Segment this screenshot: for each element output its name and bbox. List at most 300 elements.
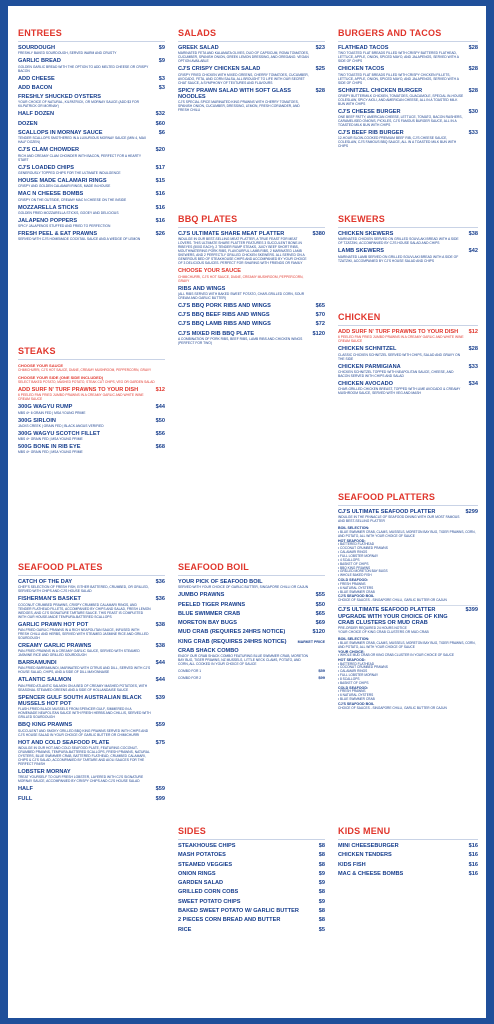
- menu-item-name: FLATHEAD TACOS: [338, 45, 389, 51]
- menu-item-name: CATCH OF THE DAY: [18, 579, 73, 585]
- menu-item-name: SOURDOUGH: [18, 45, 55, 51]
- menu-item-desc: TREAT YOURSELF TO OUR FRESH LOBSTER, LAYERED WITH CJ'S SIGNATURE MORNAY SAUCE, ACCOMPANIED BY CRISPY CHIPS AND CJ'S HOUSE SALAD: [18, 775, 144, 784]
- menu-item: [178, 629, 325, 635]
- skewers-title: SKEWERS: [338, 214, 385, 224]
- menu-item: [18, 579, 165, 593]
- crab-shack-combo-name: CRAB SHACK COMBO: [178, 648, 239, 655]
- menu-item: [338, 66, 478, 84]
- menu-item: [178, 871, 325, 877]
- menu-item-price: $32: [155, 111, 165, 118]
- platter-list-item: • BATTERED FLATHEAD: [338, 661, 375, 666]
- menu-item-desc: 6 PEELED PAN FRIED JUMBO PRAWNS IN A CREAMY GARLIC AND WHITE WINE CREAM SAUCE: [18, 393, 144, 402]
- crab-shack-combo: [178, 648, 325, 666]
- menu-item-price: $42: [468, 248, 478, 255]
- menu-item-name: CHICKEN SCHNITZEL: [338, 346, 397, 353]
- platter-list-item: • 8 SCALLOPS: [338, 677, 360, 682]
- menu-item-desc: CRISPY AND GOLDEN CALAMARI RINGS, MADE IN-HOUSE: [18, 184, 111, 189]
- platter-list-item: • BASKET OF CHIPS: [338, 681, 369, 686]
- menu-item-name: CHICKEN TENDERS: [338, 852, 392, 859]
- menu-item: [338, 852, 478, 858]
- seafood-plates-section: [18, 562, 165, 805]
- platter-list-item: • GRILLED MORETON BAY BUGS: [338, 569, 388, 574]
- menu-item: [178, 303, 325, 309]
- menu-item: [18, 387, 165, 401]
- menu-item: [18, 796, 165, 802]
- menu-item: [338, 45, 478, 63]
- menu-item-name: SCHNITZEL CHICKEN BURGER: [338, 87, 423, 94]
- platter-list-item: • WHOLE MUD CRAB OR KING CRAB CLUSTER IN YOUR CHOICE OF SAUCE: [338, 653, 454, 658]
- platter-list-item: • BLUE SWIMMER CRAB: [338, 589, 375, 594]
- menu-item-price: $50: [315, 601, 325, 608]
- menu-item-desc: TWO TOASTED FLAT BREADS FILLED WITH CRISPY CHICKEN FILLETS, LETTUCE, APPLE, ONION, SPICED MAYO, AND JALAPENOS, SERVED WITH A SIDE OF CHIPS: [338, 72, 459, 85]
- menu-item-name: RIBS AND WINGS: [178, 285, 226, 292]
- platter-1-desc: INDULGE IN THE PINNACLE OF SEAFOOD DINING WITH OUR MOST FAMOUS AND BEST-SELLING PLATTER: [338, 515, 460, 524]
- menu-item-price: $120: [312, 629, 325, 636]
- menu-item-price: $15: [155, 177, 165, 184]
- menu-item: [338, 862, 478, 868]
- menu-item-name: MUD CRAB (REQUIRES 24HRS NOTICE): [178, 629, 286, 636]
- menu-item-price: $33: [468, 130, 478, 137]
- p2-hot-label: HOT SEAFOOD:: [338, 658, 366, 662]
- menu-item-name: MAC N CHEESE BOMBS: [18, 191, 84, 198]
- menu-item-price: $28: [468, 346, 478, 353]
- menu-item-name: HALF DOZEN: [18, 111, 55, 118]
- menu-item: [338, 364, 478, 378]
- sides-list: [178, 839, 325, 933]
- menu-item-name: ATLANTIC SALMON: [18, 677, 72, 684]
- menu-item-price: $3: [158, 84, 165, 91]
- platters-box: [338, 505, 478, 711]
- platter-list-item: • 6 NATURAL OYSTERS: [338, 585, 374, 590]
- menu-item-price: $68: [155, 444, 165, 451]
- menu-item-desc: GOLDEN FRIED MOZZARELLA STICKS, GOOEY AND DELICIOUS: [18, 210, 119, 215]
- menu-item-desc: GENEROUSLY TOPPED CHIPS FOR THE ULTIMATE INDULGENCE: [18, 170, 121, 175]
- platter-list-item: • WHOLE BAKED FISH: [338, 573, 372, 578]
- p2-boil-label: BOIL SELECTION:: [338, 637, 370, 642]
- menu-item-desc: CHAR-GRILLED CHICKEN BREAST, TOPPED WITH LIME AVOCADO & CREAMY MUSHROOM SAUCE, SERVED WITH VEG AND MASH: [338, 387, 461, 396]
- menu-item-price: $28: [468, 87, 478, 94]
- entrees-section: [18, 28, 165, 244]
- menu-item: [18, 622, 165, 640]
- menu-item-desc: PAN-FRIED ATLANTIC SALMON ON A BED OF CREAMY MASHED POTATOES, WITH SEASONAL STEAMED GREENS AND A SIDE OF HOLLANDAISE SAUCE: [18, 683, 148, 692]
- menu-item-desc: CRISPY BUTTERMILK CHICKEN, TOMATOES, GUACAMOLE, SPECIAL IN-HOUSE COLESLAW, SPICY AIOLI, AND AMERICAN CHEESE, ALL IN A TOASTED MILK BUN WITH CHIPS: [338, 93, 464, 106]
- sides-section: [178, 826, 325, 936]
- platter-list-item: • CALAMARI RINGS: [338, 669, 368, 674]
- menu-item-price: $30: [468, 108, 478, 115]
- platter-2-price: $399: [465, 607, 478, 614]
- p2-your-label: YOUR CHOICE:: [338, 649, 365, 654]
- menu-item-price: $380: [312, 231, 325, 237]
- p1-boil-label: BOIL SELECTION:: [338, 526, 370, 531]
- menu-item: [338, 130, 478, 148]
- platter-list-item: • FRESH PRAWNS: [338, 689, 366, 694]
- menu-item-price: $39: [155, 694, 165, 701]
- menu-item-price: $28: [468, 45, 478, 51]
- menu-item-name: ADD BACON: [18, 84, 53, 91]
- menu-item: [178, 889, 325, 895]
- platter-list-item: • BBQ KING PRAWNS: [338, 565, 371, 570]
- combo-for-2-label: COMBO FOR 2: [178, 676, 202, 681]
- menu-item-name: KIDS FISH: [338, 861, 366, 868]
- menu-item: [18, 231, 165, 241]
- kids-title: KIDS MENU: [338, 826, 391, 836]
- menu-item-name: GREEK SALAD: [178, 45, 219, 51]
- steaks-box: [18, 359, 165, 454]
- seafood-plates-title: SEAFOOD PLATES: [18, 562, 103, 572]
- menu-item-name: GARLIC PRAWN HOT POT: [18, 621, 89, 628]
- menu-item-desc: 12-HOUR SLOW-COOKED PREMIUM BEEF RIB, CJ'S CHEESE SAUCE, COLESLAW, CJ'S FAMOUS BBQ SAUCE, ALL IN A TOASTED MILK BUN WITH CHIPS: [338, 136, 457, 149]
- menu-item: [18, 722, 165, 736]
- menu-item-name: KING CRAB (REQUIRES 24HRS NOTICE): [178, 638, 287, 645]
- menu-item-desc: CHICKEN SCHNITZEL TOPPED WITH NEAPOLITAN SAUCE, CHEESE, AND BACON SERVED WITH CHIPS AND SALAD: [338, 369, 454, 378]
- menu-item-name: CHOOSE YOUR SAUCE: [178, 268, 241, 275]
- seafood-boil-head-label: YOUR PICK OF SEAFOOD BOIL: [178, 579, 263, 585]
- menu-item: [178, 899, 325, 905]
- menu-item-desc: TENDER SCALLOPS SMOTHERED IN A LUXURIOUS MORNAY SAUCE (MIN 4, MAX HALF DOZEN): [18, 136, 147, 145]
- menu-item-name: RICE: [178, 926, 192, 933]
- sides-title: SIDES: [178, 826, 207, 836]
- menu-item: [18, 130, 165, 144]
- kids-list: [338, 839, 478, 877]
- menu-item: [178, 231, 325, 265]
- menu-item-name: SWEET POTATO CHIPS: [178, 898, 241, 905]
- menu-item-price: $28: [315, 87, 325, 94]
- menu-item-price: $36: [155, 579, 165, 585]
- menu-item-desc: CRISPY ON THE OUTSIDE, CREAMY MAC N CHEESE ON THE INSIDE: [18, 197, 127, 202]
- menu-item-name: MINI CHEESEBURGER: [338, 843, 399, 849]
- menu-item-desc: FLASH-FRIED BLACK MUSSELS FROM SPENCER GULF, SIMMERED IN A HOMEMADE NEAPOLITAN SAUCE WITH FRESH HERBS AND CHILLIS, SERVED WITH GRILLED SOURDOUGH: [18, 707, 151, 720]
- menu-item-price: $8: [318, 843, 325, 849]
- menu-item-name: MASH POTATOES: [178, 852, 226, 859]
- menu-item-name: CJ'S BBQ BEEF RIBS AND WINGS: [178, 312, 270, 319]
- menu-item-price: $25: [315, 66, 325, 73]
- menu-item-desc: A COMBINATION OF PORK RIBS, BEEF RIBS, LAMB RIBS AND CHICKEN WINGS (PERFECT FOR TWO): [178, 337, 303, 346]
- menu-item-name: MOZZARELLA STICKS: [18, 204, 79, 211]
- seafood-boil-section: [178, 562, 325, 683]
- menu-item: [338, 88, 478, 106]
- menu-item-price: $8: [318, 852, 325, 859]
- bbq-section: [178, 214, 325, 348]
- menu-item-name: ADD SURF N' TURF PRAWNS TO YOUR DISH: [18, 387, 139, 393]
- menu-item-name: CJ'S LOADED CHIPS: [18, 164, 75, 171]
- menu-item: [178, 843, 325, 849]
- menu-item: [18, 596, 165, 618]
- combo-for-1: [178, 669, 325, 673]
- menu-item-name: CHICKEN SKEWERS: [338, 231, 394, 237]
- menu-item-name: SPICY PRAWN SALAD WITH SOFT GLASS NOODLES: [178, 87, 292, 100]
- salads-title: SALADS: [178, 28, 217, 38]
- seafood-boil-head-desc: SERVED WITH YOUR CHOICE OF GARLIC BUTTER, SINGAPORE CHILLI OR CAJUN: [178, 585, 309, 590]
- menu-item-desc: YOUR CHOICE OF NATURAL, KILPATRICK, OR MORNAY SAUCE (ADD $3 FOR KILPATRICK OR MORNAY): [18, 100, 139, 109]
- menu-item-price: $9: [318, 880, 325, 887]
- p1-boil-list: [338, 531, 478, 539]
- menu-item: [178, 639, 325, 645]
- menu-item-name: LAMB SKEWERS: [338, 248, 384, 255]
- menu-item: [18, 58, 165, 72]
- menu-item: [18, 431, 165, 441]
- menu-item-name: JALAPENO POPPERS: [18, 217, 78, 224]
- menu-item-desc: GOLDEN GARLIC BREAD WITH THE OPTION TO ADD MELTED CHEESE OR CRISPY BACON: [18, 64, 149, 73]
- p2-boil2-label: CJ'S SEAFOOD BOIL: [338, 702, 375, 707]
- menu-item-price: $44: [155, 404, 165, 411]
- p1-boil2-desc: CHOICE OF SAUCES - SINGAPORE CHILLI, GARLIC BUTTER OR CAJUN: [338, 597, 447, 602]
- menu-item: [18, 769, 165, 783]
- menu-item: [18, 165, 165, 175]
- menu-item: [18, 178, 165, 188]
- platter-list-item: • COCONUT CRUMBED PRAWNS: [338, 546, 388, 551]
- menu-item-name: FRESHLY SHUCKED OYSTERS: [18, 94, 101, 101]
- combo-for-1-price: $59: [318, 668, 325, 674]
- menu-item-name: BAKED SWEET POTATO W/ GARLIC BUTTER: [178, 908, 299, 915]
- menu-item: [18, 740, 165, 766]
- menu-item-name: JUMBO PRAWNS: [178, 592, 225, 599]
- menu-item: [338, 231, 478, 245]
- seafood-boil-title: SEAFOOD BOIL: [178, 562, 249, 572]
- menu-item-desc: COCONUT CRUMBED PRAWNS, CRISPY CRUMBED CALAMARI RINGS, AND TENDER FLATHEAD FILLETS, ACCOMPANIED BY CHIPS AND SALAD, FRESH LEMON WEDGES, AND CJ'S SIGNATURE TARTARE SAUCE. THIS FEAST IS COMPLETED WITH OUR HOUSE-MADE TEMPURA-BATTERED SCALLOPS: [18, 602, 151, 619]
- menu-item: [338, 346, 478, 360]
- menu-item: [338, 248, 478, 262]
- menu-item-price: $99: [155, 795, 165, 802]
- menu-item: [178, 592, 325, 598]
- menu-item-price: $38: [155, 642, 165, 649]
- menu-item-price: $12: [468, 329, 478, 335]
- menu-item-desc: PAN-FRIED GARLIC PRAWNS IN A RICH NEAPOLITAN SAUCE, INFUSED WITH FRESH CHILLI AND HERBS, SERVED WITH STEAMED JASMINE RICE AND GRILLED SOURDOUGH: [18, 627, 149, 640]
- menu-item-price: $28: [468, 66, 478, 73]
- steaks-title: STEAKS: [18, 346, 56, 356]
- menu-item-name: BARRAMUNDI: [18, 660, 57, 667]
- menu-item-price: $34: [468, 380, 478, 387]
- platter-list-item: • BLUE SWIMMER CRAB, CLAMS, MUSSELS, MORETON BAY BUG, TIGER PRAWNS, CORN, AND POTATO, ALL WITH YOUR CHOICE OF SAUCE: [338, 529, 476, 538]
- menu-item: [338, 109, 478, 127]
- menu-item-price: $36: [155, 596, 165, 603]
- menu-item: [178, 602, 325, 608]
- menu-item-name: CJ'S CHEESE BURGER: [338, 108, 401, 115]
- menu-item-name: CJ'S MIXED RIB BBQ PLATE: [178, 330, 255, 337]
- menu-item: [18, 205, 165, 215]
- menu-item-price: $69: [315, 620, 325, 627]
- seafood-platters-section: [338, 492, 478, 711]
- menu-item-price: $17: [155, 164, 165, 171]
- platter-1-name: CJ'S ULTIMATE SEAFOOD PLATTER: [338, 509, 436, 515]
- menu-item: [18, 94, 165, 108]
- menu-item-name: MAC & CHEESE BOMBS: [338, 870, 404, 877]
- menu-item-desc: CJ'S SPECIAL SPICE MARINATED KING PRAWNS WITH CHERRY TOMATOES, SPANISH ONION, CUCUMBER, DRESSING, LEMON, FRESH CORIANDER, AND FRESH CHILLI: [178, 100, 300, 113]
- platter-2-name: CJ'S ULTIMATE SEAFOOD PLATTER UPGRADE WITH YOUR CHOICE OF KING CRAB CLUSTERS OR MUD CRAB: [338, 607, 448, 626]
- platter-list-item: • FULL LOBSTER MORNAY: [338, 553, 379, 558]
- steaks-section: [18, 346, 165, 457]
- menu-item-desc: MBS 4+ GRAIN FED | MSA YOUNG PRIME: [18, 437, 83, 442]
- menu-item-name: PEELED TIGER PRAWNS: [178, 601, 246, 608]
- menu-item-name: FISHERMAN'S BASKET: [18, 596, 81, 603]
- menu-item-name: CJ'S ULTIMATE SHARE MEAT PLATTER: [178, 231, 285, 237]
- menu-item-price: $59: [155, 786, 165, 793]
- menu-item-desc: PAN-FRIED BARRAMUNDI, MARINATED WITH CITRUS AND DILL, SERVED WITH CJ'S HOUSE SALAD, CHIPS, AND A SIDE OF DILL MAYONNAISE: [18, 666, 151, 675]
- steaks-choose-sauce-desc: CHIMICHURRI, CJ'S HOT SAUCE, DIANE, CREAMY MUSHROOM, PEPPERCORN, GRAVY: [18, 368, 152, 372]
- platter-2-desc: PRE-ORDER REQUIRED 24 HOURS NOTICE: [338, 626, 407, 631]
- menu-item: [178, 45, 325, 63]
- menu-item-name: GRILLED CORN COBS: [178, 889, 239, 896]
- seafood-boil-box: [178, 575, 325, 680]
- menu-item-name: LOBSTER MORNAY: [18, 768, 71, 775]
- menu-item-name: HALF: [18, 786, 33, 793]
- burgers-list: [338, 41, 478, 148]
- menu-item: [18, 660, 165, 674]
- bbq-title: BBQ PLATES: [178, 214, 238, 224]
- menu-item-desc: SUCCULENT AND SMOKY GRILLED BBQ KING PRAWNS SERVED WITH CHIPS AND CJ'S HOUSE SALAD IN YOUR CHOICE OF GARLIC BUTTER OR CHIMICHURRI: [18, 728, 149, 737]
- menu-item-price: $70: [315, 312, 325, 319]
- menu-item: [178, 927, 325, 933]
- menu-item: [18, 418, 165, 428]
- platter-divider: [338, 605, 478, 606]
- p1-hot-list: [338, 543, 478, 578]
- burgers-title: BURGERS AND TACOS: [338, 28, 442, 38]
- p1-cold-label: COLD SEAFOOD:: [338, 578, 369, 583]
- menu-item-desc: PAN-FRIED PRAWNS IN A CREAMY GARLIC SAUCE, SERVED WITH STEAMED JASMINE RICE AND GRILLED SOURDOUGH: [18, 649, 140, 658]
- menu-item-desc: MBS 4+ GRAIN FED | MSA YOUNG PRIME: [18, 450, 83, 455]
- platter-list-item: • CALAMARI RINGS: [338, 549, 368, 554]
- menu-item-desc: MARINATED FETA AND KALAMATA OLIVES, DUO OF CAPSICUM, ROMA TOMATOES, CUCUMBER, SPANISH ONION, GREEK LEMON DRESSING, AND OREGANO. VEGAN OPTION AVAILABLE: [178, 51, 309, 64]
- menu-item-price: $23: [315, 45, 325, 51]
- menu-item-price: $59: [155, 722, 165, 729]
- salads-list: [178, 41, 325, 112]
- menu-item-price: $16: [468, 852, 478, 859]
- menu-item-price: $120: [312, 330, 325, 337]
- platter-list-item: • FULL LOBSTER MORNAY: [338, 673, 379, 678]
- menu-item-price: $44: [155, 660, 165, 667]
- menu-item-name: CHICKEN TACOS: [338, 66, 385, 73]
- menu-item: [178, 331, 325, 345]
- menu-item-price: $20: [155, 147, 165, 154]
- menu-item-price: $3: [158, 75, 165, 82]
- menu-item-price: $9: [158, 58, 165, 65]
- platter-1: [338, 509, 478, 523]
- menu-item-name: ADD CHEESE: [18, 75, 55, 82]
- menu-item: [18, 191, 165, 201]
- menu-item-desc: JACKS CREEK | GRAIN FED | BLACK ANGUS VERIFIED: [18, 423, 104, 428]
- menu-item: [18, 85, 165, 91]
- chicken-list: [338, 325, 478, 395]
- menu-item: [178, 862, 325, 868]
- menu-item-name: 500G BONE IN RIB EYE: [18, 444, 81, 451]
- menu-item-desc: CLASSIC CHICKEN SCHNITZEL SERVED WITH CHIPS, SALAD AND GRAVY ON THE SIDE: [338, 352, 461, 361]
- combo-for-1-label: COMBO FOR 1: [178, 669, 202, 674]
- menu-item-desc: SPICY JALAPENOS STUFFED AND FRIED TO PERFECTION: [18, 224, 111, 229]
- platter-list-item: • 6 NATURAL OYSTERS: [338, 693, 374, 698]
- menu-item-price: $65: [315, 610, 325, 617]
- menu-item-desc: RICH AND CREAMY CLAM CHOWDER WITH BACON, PERFECT FOR A HEARTY START: [18, 153, 142, 162]
- menu-item: [338, 871, 478, 877]
- menu-item-price: $44: [155, 677, 165, 684]
- menu-item-name: FRESH PEEL & EAT PRAWNS: [18, 231, 98, 238]
- menu-item-desc: ONE BEEF PATTY, AMERICAN CHEESE, LETTUCE, TOMATO, BACON RASHERS, CARAMELISED ONIONS, PICKLES, CJ'S FAMOUS BURGER SAUCE, ALL IN A TOASTED MILK BUN WITH CHIPS: [338, 115, 463, 128]
- menu-item-price: $75: [155, 739, 165, 746]
- menu-item: [178, 620, 325, 626]
- menu-item: [178, 66, 325, 84]
- menu-item-price: $12: [155, 387, 165, 393]
- menu-item: [178, 88, 325, 113]
- menu-item: [178, 321, 325, 327]
- menu-item: [338, 329, 478, 343]
- salads-section: [178, 28, 325, 115]
- p2-boil2-desc: CHOICE OF SAUCES - SINGAPORE CHILLI, GARLIC BUTTER OR CAJUN: [338, 705, 447, 710]
- menu-item-name: SCALLOPS IN MORNAY SAUCE: [18, 130, 103, 137]
- platter-list-item: • FRESH PRAWNS: [338, 581, 366, 586]
- menu-item-name: 2 PIECES CORN BREAD AND BUTTER: [178, 917, 281, 924]
- seafood-boil-list: [178, 592, 325, 645]
- menu-item-desc: MARINATED LAMB SERVED ON GRILLED SOUVLAKI BREAD WITH A SIDE OF TZATZIKI, ACCOMPANIED BY CJ'S HOUSE SALAD AND CHIPS: [338, 254, 459, 263]
- menu-item-name: BLUE SWIMMER CRAB: [178, 610, 241, 617]
- menu-item-price: $8: [318, 861, 325, 868]
- menu-item: [178, 880, 325, 886]
- seafood-plates-list: [18, 575, 165, 802]
- menu-item-price: $16: [155, 191, 165, 198]
- menu-item-name: ADD SURF N' TURF PRAWNS TO YOUR DISH: [338, 329, 459, 335]
- menu-item-desc: CHEF'S SELECTION OF FRESH FISH, EITHER BATTERED, CRUMBED, OR GRILLED, SERVED WITH CHIPS AND CJ'S HOUSE SALAD: [18, 585, 149, 594]
- chicken-title: CHICKEN: [338, 312, 381, 322]
- menu-item: [18, 786, 165, 792]
- menu-item-name: SPENCER GULF SOUTH AUSTRALIAN BLACK MUSSELS HOT POT: [18, 694, 142, 708]
- menu-item-price: $16: [468, 870, 478, 877]
- skewers-section: [338, 214, 478, 266]
- platter-list-item: • BLUE SWIMMER CRAB: [338, 697, 375, 702]
- p2-cold-label: COLD SEAFOOD:: [338, 685, 369, 690]
- p1-hot-label: HOT SEAFOOD:: [338, 538, 366, 543]
- menu-item-name: STEAKHOUSE CHIPS: [178, 843, 236, 849]
- menu-item: [18, 76, 165, 82]
- menu-item-price: $9: [158, 45, 165, 51]
- steaks-choose-side: [18, 375, 165, 384]
- menu-item-desc: SERVED WITH CJ'S HOMEMADE COCKTAIL SAUCE AND A WEDGE OF LEMON: [18, 237, 141, 242]
- menu-item-desc: CRISPY FRIED CHICKEN WITH MIXED GREENS, CHERRY TOMATOES, CUCUMBER, AVOCADO, FETA, AND CORN SALSA, ALL BROUGHT TO LIFE WITH OUR SECRET CHAT SAUCE, A SYMPHONY OF TEXTURES AND FLAVOURS: [178, 72, 309, 85]
- platter-list-item: • COCONUT CRUMBED PRAWNS: [338, 665, 388, 670]
- kids-section: [338, 826, 478, 880]
- p2-hot-list: [338, 663, 478, 686]
- p2-cold-list: [338, 690, 478, 702]
- menu-item-name: CJ'S BBQ PORK RIBS AND WINGS: [178, 302, 271, 309]
- menu-item-desc: FRESHLY BAKED SOURDOUGH, SERVED WARM AND CRUSTY: [18, 51, 117, 56]
- menu-item-name: DOZEN: [18, 120, 38, 127]
- entrees-list: [18, 41, 165, 241]
- menu-item: [18, 111, 165, 117]
- menu-item-price: $65: [315, 302, 325, 309]
- menu-item-price: $9: [318, 898, 325, 905]
- menu-item-name: CHICKEN AVOCADO: [338, 380, 394, 387]
- chicken-section: [338, 312, 478, 398]
- menu-item-name: GARDEN SALAD: [178, 880, 224, 887]
- menu-item: [338, 381, 478, 395]
- combo-for-2-price: $99: [318, 675, 325, 681]
- menu-item-price: $72: [315, 321, 325, 328]
- p2-boil-list: [338, 642, 478, 650]
- menu-item: [178, 917, 325, 923]
- menu-item-desc: INDULGE IN OUR HOT AND COLD SEAFOOD PLATE, FEATURING COCONUT-CRUMBED PRAWNS, TEMPURA-BATTERED SCALLOPS, FRESH PRAWNS, NATURAL OYSTERS, BLUE SWIMMER CRAB, BATTERED FLATHEAD, CRUMBED CALAMARI, CHIPS & CJ'S SALAD, ACCOMPANIED BY TARTARE AND AIOLI SAUCES FOR THE PERFECT FINISH: [18, 745, 150, 766]
- crab-shack-combo-desc: ENJOY OUR CRAB SHACK COMBO FEATURING BLUE SWIMMER CRAB, MORETON BAY BUG, TIGER PRAWNS, NZ MUSSELS, LITTLE NECK CLAMS, POTATO, AND CORN, ALL COOKED IN YOUR CHOICE OF SAUCE: [178, 654, 309, 667]
- menu-item-desc: MBS 4+ 6 GRAIN FED | MSA YOUNG PRIME: [18, 410, 86, 415]
- platter-list-item: • BLUE SWIMMER CRAB, CLAMS, MUSSELS, MORETON BAY BUG, TIGER PRAWNS, CORN, AND POTATO, ALL WITH YOUR CHOICE OF SAUCE: [338, 640, 476, 649]
- menu-item-price: $50: [155, 417, 165, 424]
- menu-item: [178, 611, 325, 617]
- menu-item: [178, 852, 325, 858]
- menu-item-desc: TWO TOASTED FLAT BREADS FILLED WITH CRISPY BATTERED FLATHEAD, LETTUCE, APPLE, ONION, SPICED MAYO, AND JALAPENOS, SERVED WITH A SIDE OF CHIPS: [338, 51, 459, 64]
- menu-item-price: $8: [318, 908, 325, 915]
- platter-2-choice: YOUR CHOICE OF KING CRAB CLUSTERS OR MUD CRAB: [338, 630, 429, 635]
- menu-item-name: HOUSE MADE CALAMARI RINGS: [18, 177, 107, 184]
- menu-item-price: $6: [158, 130, 165, 137]
- combo-for-2: [178, 676, 325, 680]
- seafood-boil-head: [178, 579, 325, 589]
- menu-item-price: $33: [468, 363, 478, 370]
- menu-item-price: $8: [318, 889, 325, 896]
